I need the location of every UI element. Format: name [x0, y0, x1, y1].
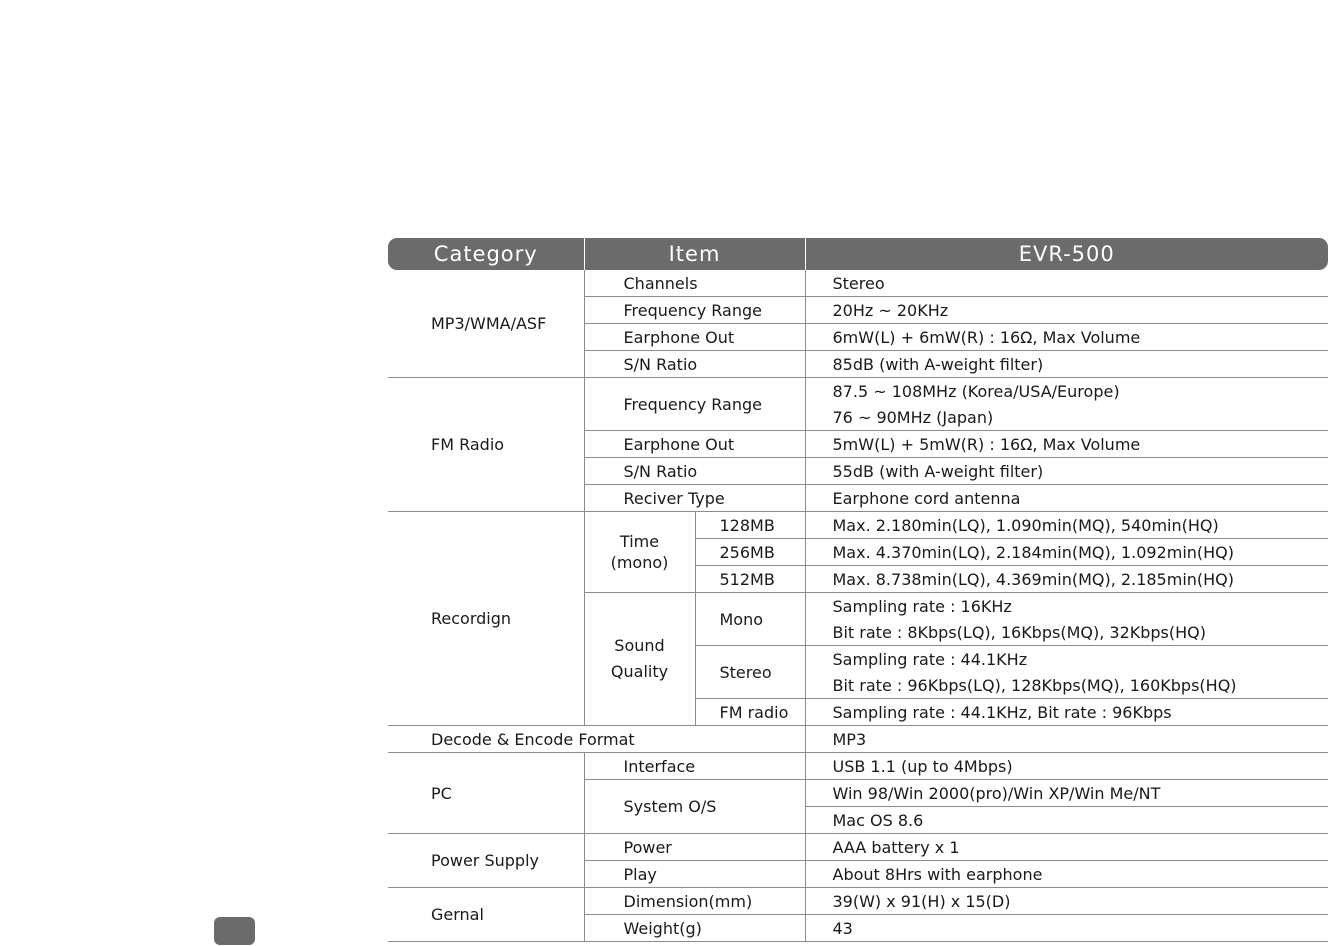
table-row — [388, 726, 1328, 753]
category-mp3: MP3/WMA/ASF — [388, 270, 584, 378]
item-value: Stereo — [805, 270, 1328, 297]
group-quality-label: Quality — [610, 662, 669, 681]
item-label: Dimension(mm) — [584, 888, 805, 915]
item-value: MP3 — [805, 726, 1328, 753]
group-time — [584, 512, 695, 593]
table-row — [388, 378, 1328, 405]
table-header-row — [388, 238, 1328, 270]
item-label: System O/S — [584, 780, 805, 834]
spec-table — [388, 238, 1328, 942]
item-value: 43 — [805, 915, 1328, 942]
item-label: Channels — [584, 270, 805, 297]
item-label: Earphone Out — [584, 431, 805, 458]
item-label: Play — [584, 861, 805, 888]
category-general: Gernal — [388, 888, 584, 942]
item-label: Stereo — [695, 646, 805, 699]
group-time-sublabel: (mono) — [610, 553, 669, 572]
item-label: S/N Ratio — [584, 351, 805, 378]
category-codec: Decode & Encode Format — [388, 726, 805, 753]
item-value: Max. 4.370min(LQ), 2.184min(MQ), 1.092min(HQ) — [805, 539, 1328, 566]
item-value: 5mW(L) + 5mW(R) : 16Ω, Max Volume — [805, 431, 1328, 458]
item-value: 6mW(L) + 6mW(R) : 16Ω, Max Volume — [805, 324, 1328, 351]
header-category: Category — [388, 238, 584, 270]
table-row — [388, 888, 1328, 915]
item-value: Sampling rate : 44.1KHz — [832, 649, 1028, 669]
item-value: Earphone cord antenna — [805, 485, 1328, 512]
item-label: Frequency Range — [584, 297, 805, 324]
item-label: Weight(g) — [584, 915, 805, 942]
item-value: Win 98/Win 2000(pro)/Win XP/Win Me/NT — [805, 780, 1328, 807]
item-value: Bit rate : 8Kbps(LQ), 16Kbps(MQ), 32Kbps(HQ) — [805, 619, 1328, 646]
table-row — [388, 512, 1328, 539]
category-recording: Recordign — [388, 512, 584, 726]
item-label: 128MB — [695, 512, 805, 539]
item-value: Mac OS 8.6 — [805, 807, 1328, 834]
item-value: AAA battery x 1 — [805, 834, 1328, 861]
page-number-tab — [214, 917, 255, 945]
group-sound-label: Sound — [614, 636, 665, 655]
item-value: Max. 8.738min(LQ), 4.369min(MQ), 2.185min(HQ) — [805, 566, 1328, 593]
item-value: About 8Hrs with earphone — [805, 861, 1328, 888]
table-row — [388, 834, 1328, 861]
table-row — [388, 753, 1328, 780]
item-label: Frequency Range — [584, 378, 805, 431]
table-row — [388, 270, 1328, 297]
header-item: Item — [584, 238, 805, 270]
item-label: S/N Ratio — [584, 458, 805, 485]
item-label: Earphone Out — [584, 324, 805, 351]
group-time-label: Time — [619, 532, 660, 551]
item-value: Sampling rate : 44.1KHz, Bit rate : 96Kbps — [805, 699, 1328, 726]
item-value: 85dB (with A-weight filter) — [805, 351, 1328, 378]
group-sound-quality — [584, 593, 695, 726]
item-value: Sampling rate : 16KHz — [832, 596, 1012, 616]
item-value: Bit rate : 96Kbps(LQ), 128Kbps(MQ), 160Kbps(HQ) — [805, 672, 1328, 699]
item-value: Max. 2.180min(LQ), 1.090min(MQ), 540min(HQ) — [805, 512, 1328, 539]
item-value: USB 1.1 (up to 4Mbps) — [805, 753, 1328, 780]
item-value: 39(W) x 91(H) x 15(D) — [805, 888, 1328, 915]
item-label: Power — [584, 834, 805, 861]
item-value: 20Hz ~ 20KHz — [805, 297, 1328, 324]
item-value: 76 ~ 90MHz (Japan) — [805, 404, 1328, 431]
item-value: 87.5 ~ 108MHz (Korea/USA/Europe) — [832, 381, 1120, 401]
item-label: Reciver Type — [584, 485, 805, 512]
item-label: FM radio — [695, 699, 805, 726]
header-model: EVR-500 — [805, 238, 1328, 270]
category-fm: FM Radio — [388, 378, 584, 512]
item-label: 512MB — [695, 566, 805, 593]
item-label: 256MB — [695, 539, 805, 566]
item-value: 55dB (with A-weight filter) — [805, 458, 1328, 485]
item-label: Interface — [584, 753, 805, 780]
category-pc: PC — [388, 753, 584, 834]
item-label: Mono — [695, 593, 805, 646]
category-power: Power Supply — [388, 834, 584, 888]
